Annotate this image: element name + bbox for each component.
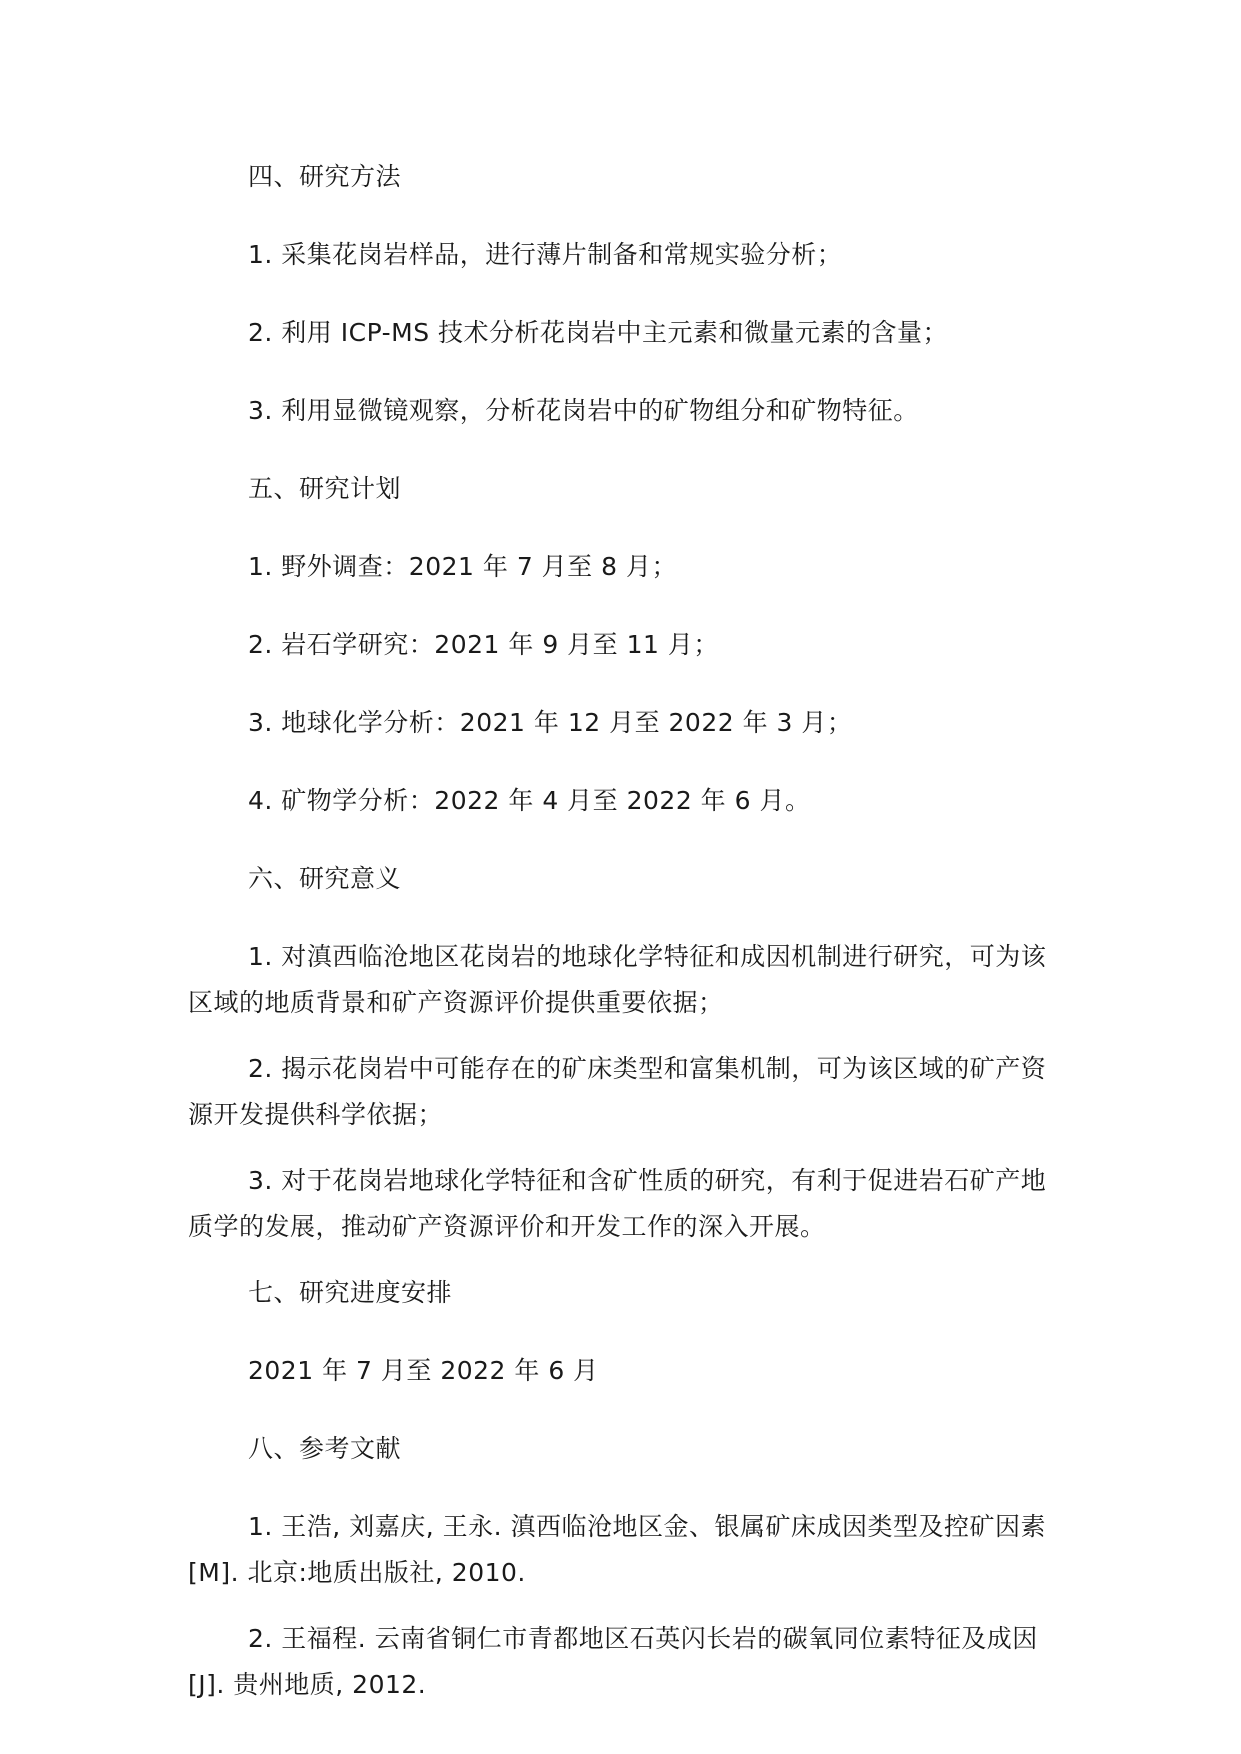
list-item: 3. 地球化学分析：2021 年 12 月至 2022 年 3 月； (248, 708, 853, 737)
list-item: 3. 对于花岗岩地球化学特征和含矿性质的研究，有利于促进岩石矿产地质学的发展，推动矿产资源评价和开发工作的深入开展。 (188, 1166, 1047, 1241)
list-item: 2. 揭示花岗岩中可能存在的矿床类型和富集机制，可为该区域的矿产资源开发提供科学依据； (188, 1054, 1047, 1129)
schedule-range: 2021 年 7 月至 2022 年 6 月 (248, 1356, 599, 1385)
list-item: 1. 对滇西临沧地区花岗岩的地球化学特征和成因机制进行研究，可为该区域的地质背景和矿产资源评价提供重要依据； (188, 942, 1047, 1017)
section-heading-methods: 四、研究方法 (248, 162, 402, 191)
section-heading-schedule: 七、研究进度安排 (248, 1278, 453, 1307)
section-heading-significance: 六、研究意义 (248, 864, 402, 893)
list-item: 1. 野外调查：2021 年 7 月至 8 月； (248, 552, 677, 581)
list-item: 1. 采集花岗岩样品，进行薄片制备和常规实验分析； (248, 240, 843, 269)
section-heading-references: 八、参考文献 (248, 1434, 402, 1463)
reference-item: 1. 王浩, 刘嘉庆, 王永. 滇西临沧地区金、银属矿床成因类型及控矿因素[M]. 北京:地质出版社, 2010. (188, 1512, 1046, 1587)
list-item: 2. 岩石学研究：2021 年 9 月至 11 月； (248, 630, 719, 659)
reference-item: 2. 王福程. 云南省铜仁市青都地区石英闪长岩的碳氧同位素特征及成因[J]. 贵州地质, 2012. (188, 1624, 1038, 1699)
list-item: 3. 利用显微镜观察，分析花岗岩中的矿物组分和矿物特征。 (248, 396, 919, 425)
section-heading-plan: 五、研究计划 (248, 474, 402, 503)
list-item: 4. 矿物学分析：2022 年 4 月至 2022 年 6 月。 (248, 786, 811, 815)
document-body (188, 154, 1056, 1728)
list-item: 2. 利用 ICP-MS 技术分析花岗岩中主元素和微量元素的含量； (248, 318, 949, 347)
